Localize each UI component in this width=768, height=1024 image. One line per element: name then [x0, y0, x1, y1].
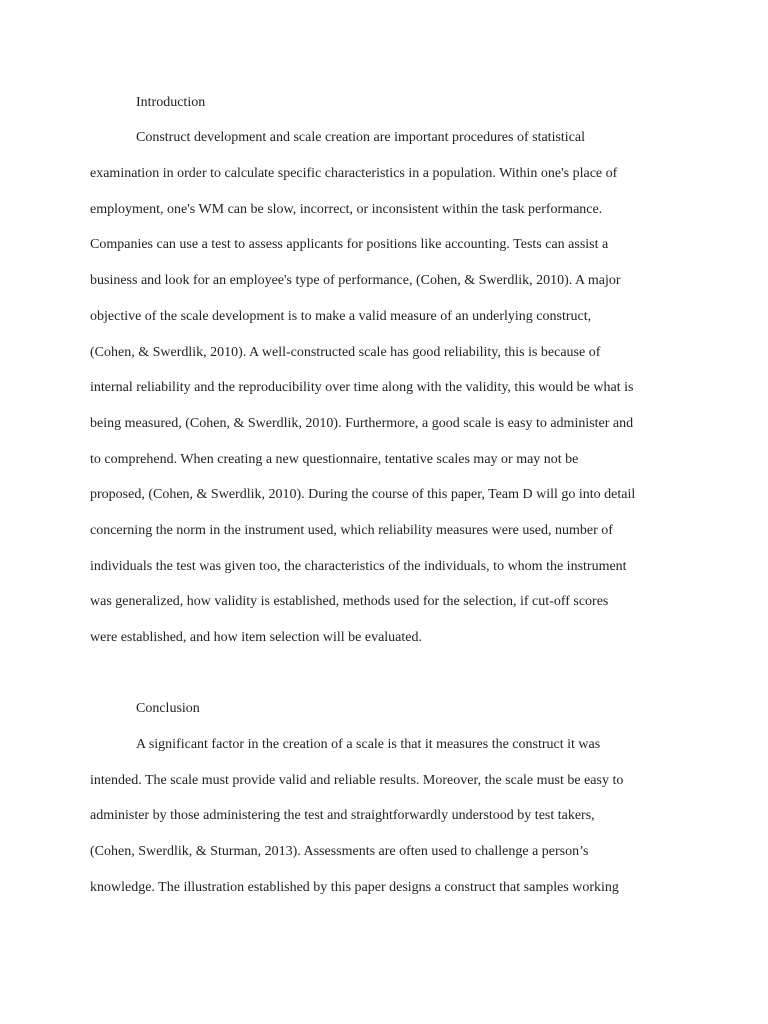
- introduction-line: were established, and how item selection will be evaluated.: [90, 630, 423, 645]
- introduction-line: objective of the scale development is to make a valid measure of an underlying construct,: [90, 309, 592, 324]
- introduction-line: being measured, (Cohen, & Swerdlik, 2010). Furthermore, a good scale is easy to administer and: [90, 416, 634, 431]
- introduction-line: employment, one's WM can be slow, incorrect, or inconsistent within the task performance.: [90, 202, 603, 217]
- conclusion-line: intended. The scale must provide valid and reliable results. Moreover, the scale must be easy to: [90, 773, 624, 788]
- introduction-line: internal reliability and the reproducibility over time along with the validity, this would be what is: [90, 380, 634, 395]
- conclusion-line: administer by those administering the test and straightforwardly understood by test takers,: [90, 808, 595, 823]
- introduction-heading: Introduction: [136, 95, 206, 110]
- introduction-line: examination in order to calculate specific characteristics in a population. Within one's place of: [90, 166, 618, 181]
- introduction-line: Companies can use a test to assess applicants for positions like accounting. Tests can assist a: [90, 237, 609, 252]
- introduction-line: individuals the test was given too, the characteristics of the individuals, to whom the instrument: [90, 559, 627, 574]
- introduction-line: concerning the norm in the instrument used, which reliability measures were used, number of: [90, 523, 613, 538]
- introduction-line: (Cohen, & Swerdlik, 2010). A well-constructed scale has good reliability, this is because of: [90, 345, 601, 360]
- conclusion-heading: Conclusion: [136, 701, 200, 716]
- conclusion-line: knowledge. The illustration established by this paper designs a construct that samples working: [90, 880, 619, 895]
- introduction-line: to comprehend. When creating a new questionnaire, tentative scales may or may not be: [90, 452, 579, 467]
- introduction-line: was generalized, how validity is established, methods used for the selection, if cut-off scores: [90, 594, 609, 609]
- introduction-line: business and look for an employee's type of performance, (Cohen, & Swerdlik, 2010). A major: [90, 273, 621, 288]
- introduction-line: Construct development and scale creation are important procedures of statistical: [136, 130, 586, 145]
- conclusion-line: A significant factor in the creation of a scale is that it measures the construct it was: [136, 737, 601, 752]
- conclusion-line: (Cohen, Swerdlik, & Sturman, 2013). Assessments are often used to challenge a person’s: [90, 844, 589, 859]
- introduction-line: proposed, (Cohen, & Swerdlik, 2010). During the course of this paper, Team D will go into detail: [90, 487, 636, 502]
